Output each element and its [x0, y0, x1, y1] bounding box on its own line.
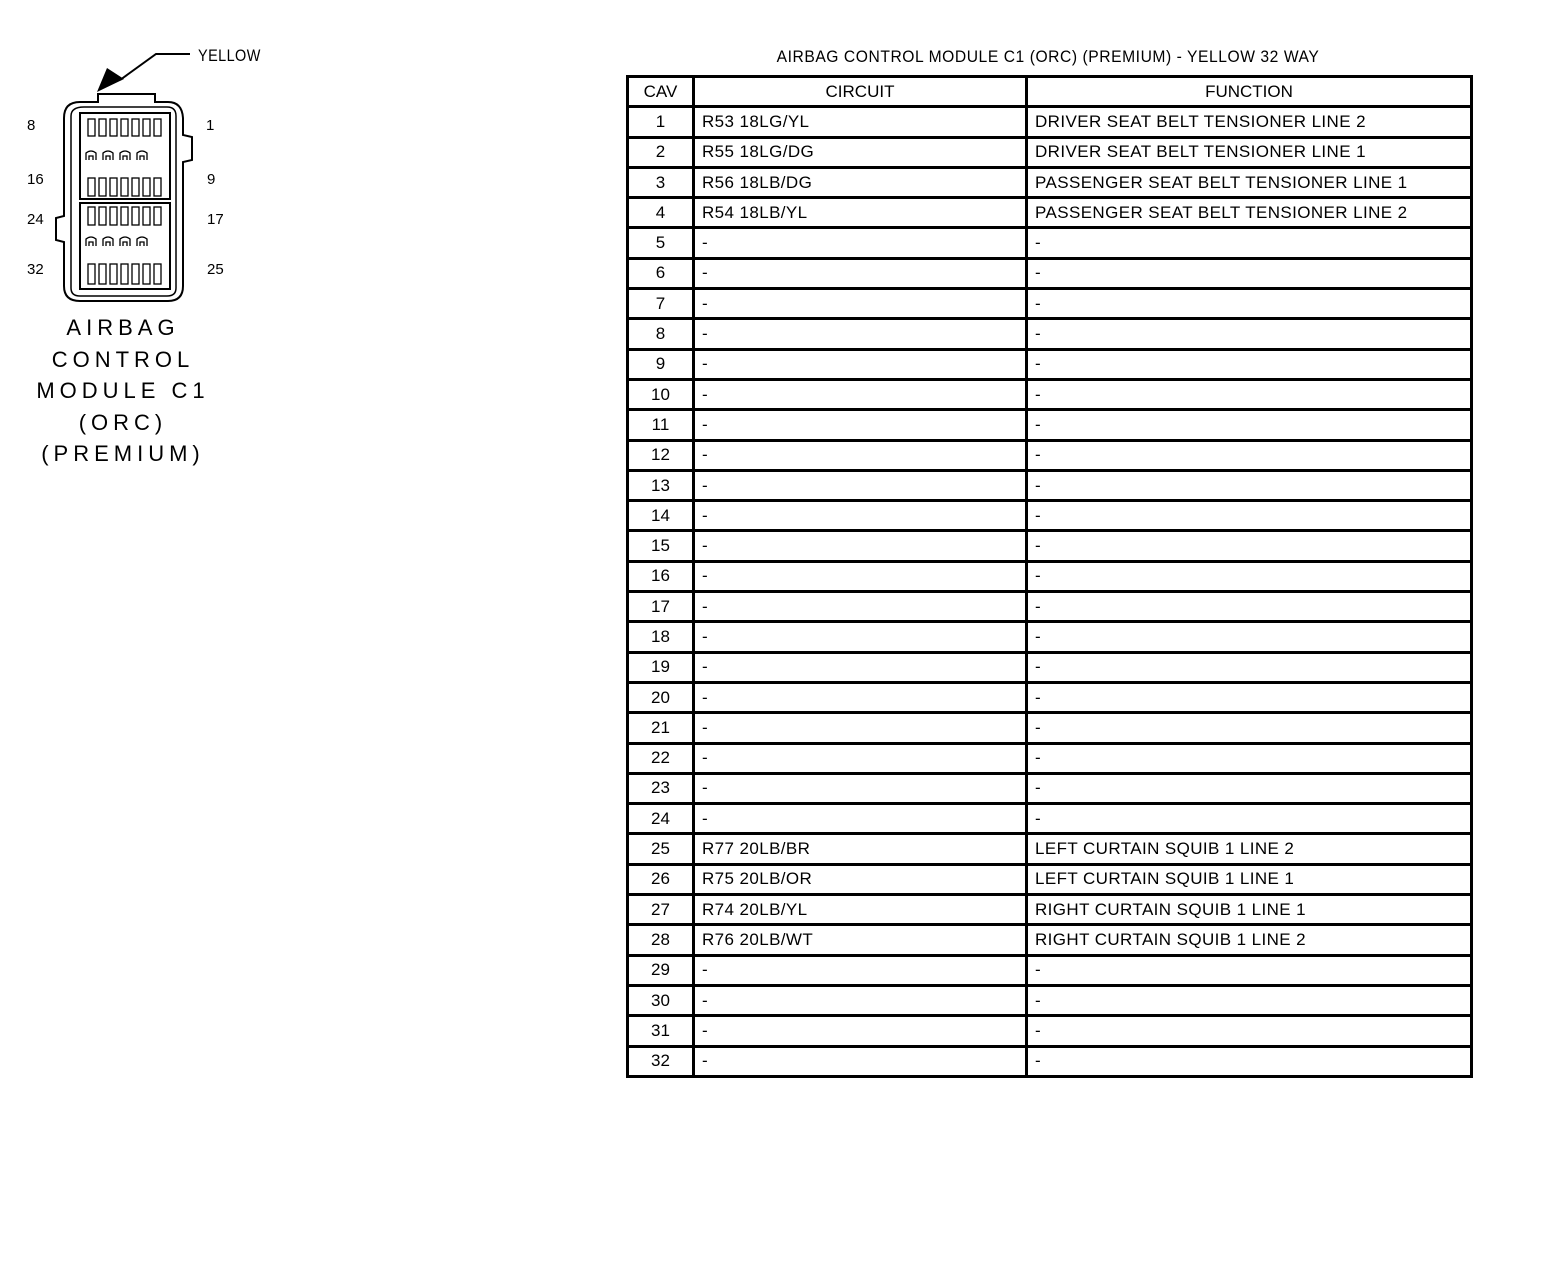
- cav-cell: 2: [628, 137, 694, 167]
- circuit-cell: -: [694, 955, 1027, 985]
- cav-cell: 16: [628, 561, 694, 591]
- circuit-cell: -: [694, 531, 1027, 561]
- terminal-slot: [88, 207, 95, 225]
- circuit-cell: R55 18LG/DG: [694, 137, 1027, 167]
- terminal-slot: [132, 264, 139, 284]
- table-header-row: [628, 77, 1472, 107]
- terminal-latch: [86, 237, 96, 246]
- terminal-latch: [137, 237, 147, 246]
- cav-cell: 13: [628, 470, 694, 500]
- function-cell: -: [1027, 1016, 1472, 1046]
- function-cell: -: [1027, 713, 1472, 743]
- function-cell: -: [1027, 289, 1472, 319]
- table-row: [628, 561, 1472, 591]
- table-row: [628, 289, 1472, 319]
- connector-name-line: (PREMIUM): [41, 441, 205, 466]
- table-row: [628, 592, 1472, 622]
- pin-label-bottom-left: 32: [27, 261, 44, 278]
- table-row: [628, 198, 1472, 228]
- cav-cell: 32: [628, 1046, 694, 1076]
- function-cell: LEFT CURTAIN SQUIB 1 LINE 2: [1027, 834, 1472, 864]
- terminal-latch: [86, 151, 96, 160]
- terminal-slot: [99, 264, 106, 284]
- table-row: [628, 470, 1472, 500]
- cav-cell: 28: [628, 925, 694, 955]
- terminal-slot: [132, 178, 139, 196]
- pin-label-row2-right: 9: [207, 171, 216, 188]
- cav-cell: 23: [628, 773, 694, 803]
- circuit-cell: -: [694, 289, 1027, 319]
- table-row: [628, 167, 1472, 197]
- connector-name-line: MODULE C1: [36, 378, 210, 403]
- pin-label-row2-left: 16: [27, 171, 44, 188]
- table-row: [628, 834, 1472, 864]
- table-row: [628, 531, 1472, 561]
- circuit-cell: -: [694, 743, 1027, 773]
- terminal-slot: [143, 207, 150, 225]
- circuit-cell: -: [694, 622, 1027, 652]
- circuit-cell: R54 18LB/YL: [694, 198, 1027, 228]
- terminal-slot: [154, 178, 161, 196]
- connector-name-line: CONTROL: [51, 346, 195, 372]
- table-row: [628, 319, 1472, 349]
- table-row: [628, 410, 1472, 440]
- function-cell: -: [1027, 319, 1472, 349]
- cav-cell: 22: [628, 743, 694, 773]
- terminal-slot: [121, 207, 128, 225]
- leader-arrowhead: [97, 68, 124, 92]
- terminal-latch: [103, 237, 113, 246]
- table-body: [628, 107, 1472, 1077]
- circuit-cell: -: [694, 561, 1027, 591]
- function-cell: RIGHT CURTAIN SQUIB 1 LINE 1: [1027, 895, 1472, 925]
- terminal-slot: [88, 119, 95, 136]
- table-row: [628, 501, 1472, 531]
- function-cell: -: [1027, 349, 1472, 379]
- circuit-cell: -: [694, 1046, 1027, 1076]
- cav-cell: 21: [628, 713, 694, 743]
- table-row: [628, 652, 1472, 682]
- circuit-cell: -: [694, 319, 1027, 349]
- connector-housing: [56, 94, 192, 301]
- table-row: [628, 349, 1472, 379]
- function-cell: -: [1027, 622, 1472, 652]
- function-cell: -: [1027, 955, 1472, 985]
- table-row: [628, 955, 1472, 985]
- connector-name-line: (ORC): [78, 409, 168, 435]
- function-cell: -: [1027, 501, 1472, 531]
- connector-name-line: AIRBAG: [66, 315, 180, 340]
- terminal-slot: [121, 264, 128, 284]
- table-title: AIRBAG CONTROL MODULE C1 (ORC) (PREMIUM) - YELLOW 32 WAY: [776, 47, 1320, 66]
- table-row: [628, 682, 1472, 712]
- circuit-cell: -: [694, 773, 1027, 803]
- function-cell: -: [1027, 743, 1472, 773]
- terminal-slot: [110, 119, 117, 136]
- function-cell: -: [1027, 379, 1472, 409]
- function-cell: -: [1027, 1046, 1472, 1076]
- function-cell: -: [1027, 773, 1472, 803]
- function-cell: RIGHT CURTAIN SQUIB 1 LINE 2: [1027, 925, 1472, 955]
- circuit-cell: -: [694, 713, 1027, 743]
- function-cell: -: [1027, 682, 1472, 712]
- table-row: [628, 773, 1472, 803]
- header-cav: CAV: [628, 77, 694, 107]
- cav-cell: 30: [628, 985, 694, 1015]
- terminal-slot: [88, 178, 95, 196]
- cav-cell: 25: [628, 834, 694, 864]
- circuit-cell: R74 20LB/YL: [694, 895, 1027, 925]
- table-row: [628, 804, 1472, 834]
- function-cell: PASSENGER SEAT BELT TENSIONER LINE 2: [1027, 198, 1472, 228]
- terminal-slot: [143, 178, 150, 196]
- table-row: [628, 107, 1472, 137]
- circuit-cell: -: [694, 1016, 1027, 1046]
- cav-cell: 1: [628, 107, 694, 137]
- cav-cell: 7: [628, 289, 694, 319]
- terminal-slot: [121, 178, 128, 196]
- function-cell: -: [1027, 804, 1472, 834]
- circuit-cell: -: [694, 501, 1027, 531]
- cav-cell: 12: [628, 440, 694, 470]
- table-row: [628, 895, 1472, 925]
- circuit-cell: -: [694, 470, 1027, 500]
- function-cell: DRIVER SEAT BELT TENSIONER LINE 1: [1027, 137, 1472, 167]
- pin-label-top-right: 1: [206, 117, 215, 134]
- cavity-table: [626, 75, 1473, 1078]
- terminal-slot: [110, 264, 117, 284]
- cav-cell: 31: [628, 1016, 694, 1046]
- terminal-slot: [154, 119, 161, 136]
- cav-cell: 4: [628, 198, 694, 228]
- cav-cell: 10: [628, 379, 694, 409]
- terminal-latch: [120, 237, 130, 246]
- function-cell: -: [1027, 470, 1472, 500]
- cav-cell: 15: [628, 531, 694, 561]
- function-cell: -: [1027, 440, 1472, 470]
- circuit-cell: R53 18LG/YL: [694, 107, 1027, 137]
- terminal-slot: [143, 119, 150, 136]
- terminal-slot: [99, 119, 106, 136]
- terminal-slot: [154, 207, 161, 225]
- connector-name: [20, 312, 226, 470]
- terminal-slot: [121, 119, 128, 136]
- cav-cell: 6: [628, 258, 694, 288]
- terminal-latch: [137, 151, 147, 160]
- table-row: [628, 864, 1472, 894]
- table-row: [628, 137, 1472, 167]
- circuit-cell: -: [694, 258, 1027, 288]
- circuit-cell: -: [694, 985, 1027, 1015]
- pin-label-row3-right: 17: [207, 211, 224, 228]
- cav-cell: 5: [628, 228, 694, 258]
- header-function: FUNCTION: [1027, 77, 1472, 107]
- pin-label-row3-left: 24: [27, 211, 44, 228]
- cav-cell: 19: [628, 652, 694, 682]
- pin-label-bottom-right: 25: [207, 261, 224, 278]
- table-row: [628, 1046, 1472, 1076]
- table-row: [628, 925, 1472, 955]
- terminal-latch: [103, 151, 113, 160]
- table-row: [628, 258, 1472, 288]
- header-circuit: CIRCUIT: [694, 77, 1027, 107]
- cav-cell: 17: [628, 592, 694, 622]
- function-cell: -: [1027, 228, 1472, 258]
- table-row: [628, 985, 1472, 1015]
- terminal-slot: [99, 178, 106, 196]
- table-row: [628, 713, 1472, 743]
- circuit-cell: R56 18LB/DG: [694, 167, 1027, 197]
- terminal-latch: [120, 151, 130, 160]
- table-row: [628, 743, 1472, 773]
- function-cell: -: [1027, 410, 1472, 440]
- cav-cell: 29: [628, 955, 694, 985]
- connector-diagram: [0, 0, 300, 480]
- circuit-cell: -: [694, 349, 1027, 379]
- terminal-slot: [143, 264, 150, 284]
- function-cell: -: [1027, 592, 1472, 622]
- leader-line: [120, 54, 190, 80]
- terminal-slot: [132, 119, 139, 136]
- function-cell: -: [1027, 561, 1472, 591]
- circuit-cell: -: [694, 228, 1027, 258]
- pin-label-top-left: 8: [27, 117, 36, 134]
- terminal-slot: [110, 178, 117, 196]
- circuit-cell: -: [694, 682, 1027, 712]
- circuit-cell: -: [694, 652, 1027, 682]
- circuit-cell: R75 20LB/OR: [694, 864, 1027, 894]
- table-row: [628, 622, 1472, 652]
- circuit-cell: R77 20LB/BR: [694, 834, 1027, 864]
- function-cell: -: [1027, 258, 1472, 288]
- circuit-cell: -: [694, 379, 1027, 409]
- function-cell: -: [1027, 652, 1472, 682]
- circuit-cell: -: [694, 804, 1027, 834]
- cav-cell: 27: [628, 895, 694, 925]
- terminal-slot: [88, 264, 95, 284]
- table-row: [628, 379, 1472, 409]
- terminal-slot: [154, 264, 161, 284]
- function-cell: DRIVER SEAT BELT TENSIONER LINE 2: [1027, 107, 1472, 137]
- terminal-slot: [99, 207, 106, 225]
- cav-cell: 3: [628, 167, 694, 197]
- function-cell: PASSENGER SEAT BELT TENSIONER LINE 1: [1027, 167, 1472, 197]
- table-row: [628, 228, 1472, 258]
- cav-cell: 24: [628, 804, 694, 834]
- connector-color-label: YELLOW: [198, 46, 261, 65]
- circuit-cell: -: [694, 410, 1027, 440]
- terminal-slot: [110, 207, 117, 225]
- circuit-cell: -: [694, 440, 1027, 470]
- terminal-cavities: [86, 119, 161, 284]
- cav-cell: 11: [628, 410, 694, 440]
- table-row: [628, 440, 1472, 470]
- cav-cell: 8: [628, 319, 694, 349]
- circuit-cell: -: [694, 592, 1027, 622]
- function-cell: LEFT CURTAIN SQUIB 1 LINE 1: [1027, 864, 1472, 894]
- cav-cell: 20: [628, 682, 694, 712]
- cav-cell: 9: [628, 349, 694, 379]
- cav-cell: 14: [628, 501, 694, 531]
- cav-cell: 18: [628, 622, 694, 652]
- cav-cell: 26: [628, 864, 694, 894]
- function-cell: -: [1027, 985, 1472, 1015]
- table-row: [628, 1016, 1472, 1046]
- circuit-cell: R76 20LB/WT: [694, 925, 1027, 955]
- terminal-slot: [132, 207, 139, 225]
- function-cell: -: [1027, 531, 1472, 561]
